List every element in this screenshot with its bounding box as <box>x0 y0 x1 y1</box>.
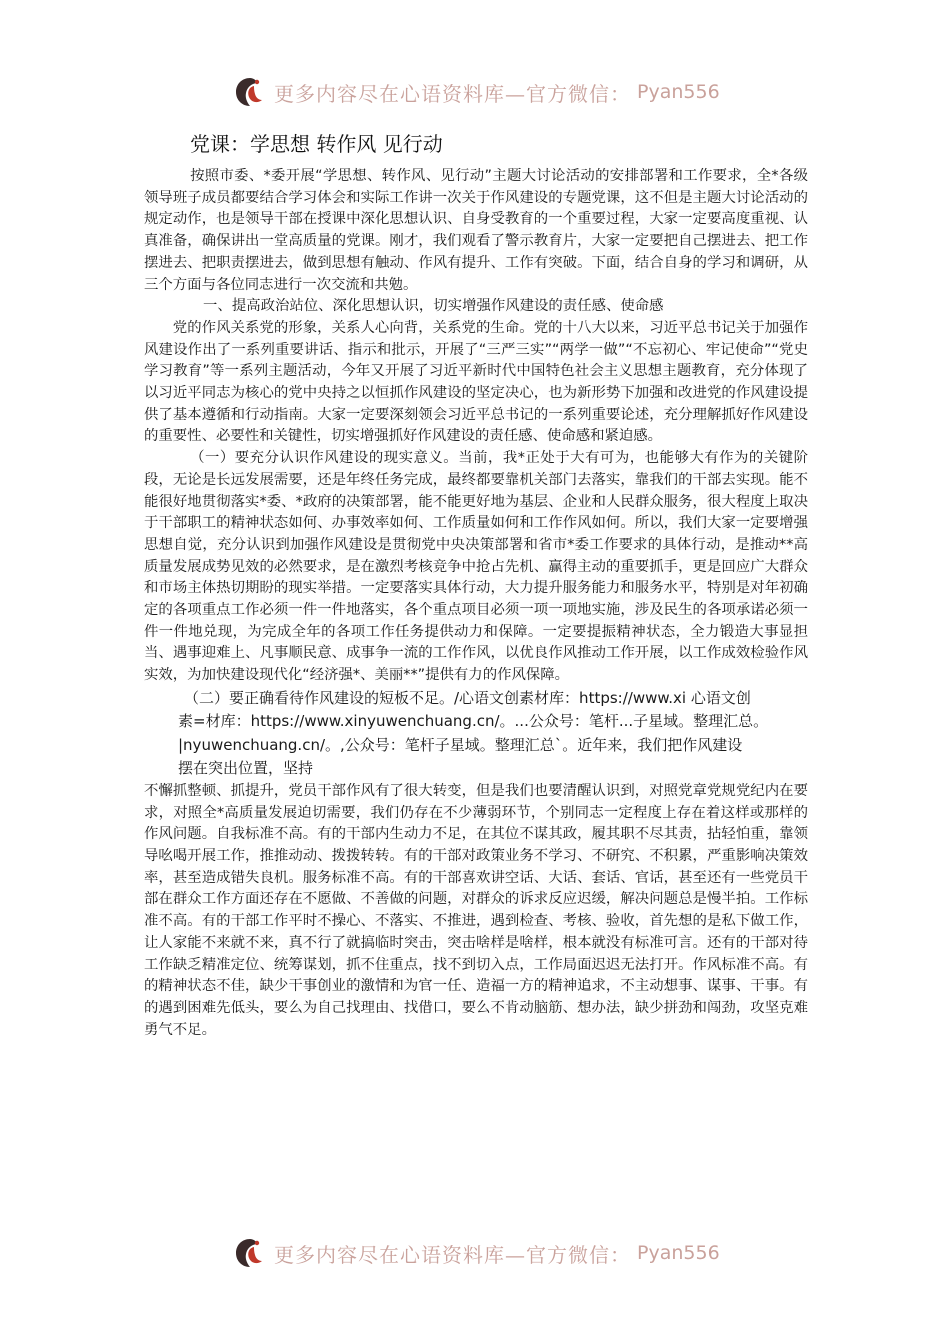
banner-text: 更多内容尽在心语资料库—官方微信： <box>274 1242 631 1267</box>
inserted-line: （二）要正确看待作风建设的短板不足。/心语文创素材库：https://www.xi 心语文创 <box>184 688 751 707</box>
paragraph: （一）要充分认识作风建设的现实意义。当前，我*正处于大有可为，也能够大有作为的关键阶段，无论是长远发展需要，还是年终任务完成，最终都要靠机关部门去落实，靠我们的干部去实现。能不能很好地贯彻落实*委、*政府的决策部署，能不能更好地为基层、企业和人民群众服务，很大程度上取决于干部职工的精神状态如何、办事效率如何、工作质量如何和工作作风如何。所以，我们大家一定要增强思想自觉，充分认识到加强作风建设是贯彻党中央决策部署和省市*委工作要求的具体行动，是推动**高质量发展成势见效的必然要求，是在激烈考核竞争中抢占先机、赢得主动的重要抓手，更是回应广大群众和市场主体热切期盼的现实举措。一定要落实具体行动，大力提升服务能力和服务水平，特别是对年初确定的各项重点工作必须一件一件地落实，各个重点项目必须一项一项地实施，涉及民生的各项承诺必须一件一件地兑现，为完成全年的各项工作任务提供动力和保障。一定要提振精神状态，全力锻造大事显担当、遇事迎难上、凡事顺民意、成事争一流的工作作风，以优良作风推动工作开展，以工作成效检验作风实效，为加快建设现代化“经济强*、美丽**”提供有力的作风保障。 <box>144 450 808 684</box>
page-title: 党课：学思想 转作风 见行动 <box>190 132 443 156</box>
paragraph: 党的作风关系党的形象，关系人心向背，关系党的生命。党的十八大以来，习近平总书记关于加强作风建设作出了一系列重要讲话、指示和批示，开展了“三严三实”“两学一做”“不忘初心、牢记使命”“党史学习教育”等一系列主题活动，今年又开展了习近平新时代中国特色社会主义思想主题教育，充分体现了以习近平同志为核心的党中央持之以恒抓作风建设的坚定决心，也为新形势下加强和改进党的作风建设提供了基本遵循和行动指南。大家一定要深刻领会习近平总书记的一系列重要论述，充分理解抓好作风建设的重要性、必要性和关键性，切实增强抓好作风建设的责任感、使命感和紧迫感。 <box>144 319 808 445</box>
logo-icon <box>232 1235 268 1271</box>
section-heading-1: 一、提高政治站位、深化思想认识，切实增强作风建设的责任感、使命感 <box>203 298 664 315</box>
inserted-line: 素=材库：https://www.xinyuwenchuang.cn/。...公众号：笔杆...子星域。整理汇总。 <box>178 712 769 731</box>
inserted-line: |nyuwenchuang.cn/。,公众号：笔杆子星域。整理汇总`。近年来，我们把作风建设 <box>178 735 743 754</box>
wechat-id: Pyan556 <box>637 81 720 103</box>
inserted-line: 摆在突出位置，坚持 <box>178 759 314 778</box>
paragraph: 不懈抓整顿、抓提升，党员干部作风有了很大转变，但是我们也要清醒认识到，对照党章党规党纪内在要求，对照全*高质量发展迫切需要，我们仍存在不少薄弱环节，个别同志一定程度上存在着这样或那样的作风问题。自我标准不高。有的干部内生动力不足，在其位不谋其政，履其职不尽其责，拈轻怕重，靠领导吆喝开展工作，推推动动、拨拨转转。有的干部对政策业务不学习、不研究、不积累，严重影响决策效率，甚至造成错失良机。服务标准不高。有的干部喜欢讲空话、大话、套话、官话，甚至还有一些党员干部在群众工作方面还存在不愿做、不善做的问题，对群众的诉求反应迟缓，解决问题总是慢半拍。工作标准不高。有的干部工作平时不操心、不落实、不推进，遇到检查、考核、验收，首先想的是私下做工作，让人家能不来就不来，真不行了就搞临时突击，突击啥样是啥样，根本就没有标准可言。还有的干部对待工作缺乏精准定位、统筹谋划，抓不住重点，找不到切入点，工作局面迟迟无法打开。作风标准不高。有的精神状态不佳，缺少干事创业的激情和为官一任、造福一方的精神追求，不主动想事、谋事、干事。有的遇到困难先低头，要么为自己找理由、找借口，要么不肯动脑筋、想办法，缺少拼劲和闯劲，攻坚克难勇气不足。 <box>144 782 808 1038</box>
wechat-id: Pyan556 <box>637 1242 720 1264</box>
logo-icon <box>232 74 268 110</box>
header-banner <box>232 72 720 112</box>
intro-paragraph: 按照市委、*委开展“学思想、转作风、见行动”主题大讨论活动的安排部署和工作要求，全*各级领导班子成员都要结合学习体会和实际工作讲一次关于作风建设的专题党课，这不但是主题大讨论活动的规定动作，也是领导干部在授课中深化思想认识、自身受教育的一个重要过程，大家一定要高度重视、认真准备，确保讲出一堂高质量的党课。刚才，我们观看了警示教育片，大家一定要把自己摆进去、把工作摆进去、把职责摆进去，做到思想有触动、作风有提升、工作有突破。下面，结合自身的学习和调研，从三个方面与各位同志进行一次交流和共勉。 <box>144 168 808 293</box>
banner-text: 更多内容尽在心语资料库—官方微信： <box>274 81 631 106</box>
document-body <box>144 166 808 1041</box>
footer-banner <box>232 1233 720 1273</box>
